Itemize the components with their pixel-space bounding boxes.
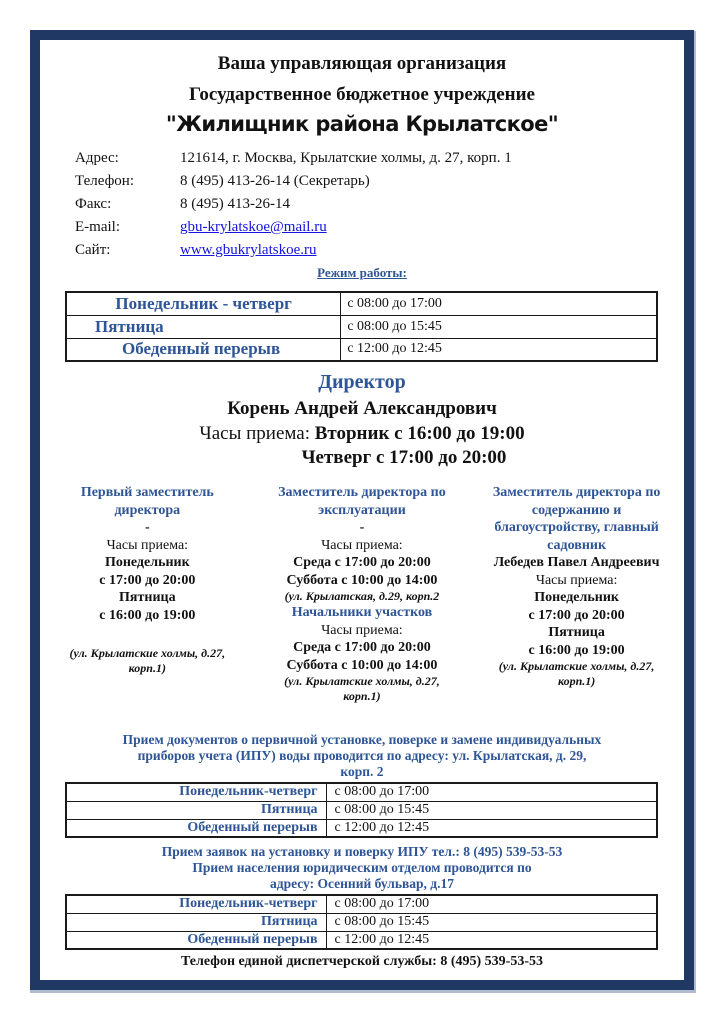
- director-hours-line1: [40, 423, 684, 445]
- director-heading: Директор: [318, 371, 406, 393]
- schedule-day: Понедельник-четверг: [66, 783, 326, 801]
- requests-notice-line3: адресу: Осенний бульвар, д.17: [269, 876, 454, 891]
- website-link[interactable]: www.gbukrylatskoe.ru: [180, 242, 317, 258]
- work-schedule-heading: Режим работы:: [317, 265, 407, 280]
- dash: -: [144, 520, 150, 535]
- schedule-day: Пятница: [66, 913, 326, 931]
- organization-name: "Жилищник района Крылатское": [165, 112, 559, 136]
- reception-day: Пятница: [119, 590, 176, 605]
- reception-time: с 17:00 до 20:00: [528, 607, 625, 623]
- reception-address: (ул. Крылатские холмы, д.27, корп.1): [498, 659, 655, 688]
- page-title-line2: Государственное бюджетное учреждение: [189, 84, 535, 105]
- table-row: [66, 913, 657, 931]
- table-row: [66, 338, 657, 361]
- table-row: [66, 801, 657, 819]
- contact-label: Телефон:: [75, 173, 134, 189]
- schedule-time: с 08:00 до 15:45: [326, 913, 657, 931]
- reception-day: Пятница: [548, 625, 605, 640]
- table-row: [66, 783, 657, 801]
- page-frame: [30, 30, 694, 990]
- table-row: [66, 819, 657, 837]
- ipu-schedule-table: [65, 782, 658, 838]
- reception-address: (ул. Крылатская, д.29, корп.2: [284, 589, 440, 603]
- reception-time: Суббота с 10:00 до 14:00: [286, 572, 438, 588]
- section-managers-heading: Начальники участков: [291, 605, 433, 620]
- contact-row-phone: [75, 170, 684, 193]
- schedule-day: Обеденный перерыв: [66, 819, 326, 837]
- schedule-day: Обеденный перерыв: [66, 338, 341, 361]
- schedule-time: с 08:00 до 17:00: [341, 292, 657, 315]
- schedule-time: с 08:00 до 17:00: [326, 783, 657, 801]
- director-name: Корень Андрей Александрович: [227, 398, 497, 419]
- schedule-day: Обеденный перерыв: [66, 931, 326, 949]
- hours-label: Часы приема:: [106, 537, 189, 553]
- schedule-day: Понедельник - четверг: [66, 292, 341, 315]
- requests-notice-line2: Прием населения юридическим отделом проводится по: [192, 860, 532, 875]
- deputy-operations-column: [255, 484, 470, 704]
- hours-label: Часы приема:: [321, 622, 403, 638]
- contact-label: Факс:: [75, 196, 112, 212]
- ipu-notice-line2: приборов учета (ИПУ) воды проводится по адресу: ул. Крылатская, д. 29,: [137, 748, 587, 763]
- schedule-time: с 08:00 до 17:00: [326, 895, 657, 913]
- ipu-notice-line3: корп. 2: [340, 764, 384, 779]
- hours-label: Часы приема:: [321, 537, 403, 553]
- table-row: [66, 931, 657, 949]
- schedule-time: с 12:00 до 12:45: [341, 338, 657, 361]
- schedule-time: с 08:00 до 15:45: [326, 801, 657, 819]
- reception-time: с 17:00 до 20:00: [99, 572, 196, 588]
- dash: -: [359, 520, 365, 535]
- hours-value: Вторник с 16:00 до 19:00: [314, 423, 525, 444]
- schedule-time: с 12:00 до 12:45: [326, 819, 657, 837]
- contact-label: Сайт:: [75, 242, 111, 258]
- work-schedule-table: [65, 291, 658, 362]
- table-row: [66, 292, 657, 315]
- page-title-line1: Ваша управляющая организация: [217, 53, 507, 74]
- contact-value: 8 (495) 413-26-14 (Секретарь): [180, 173, 370, 189]
- deputies-columns: [40, 484, 684, 704]
- contact-row-email: [75, 216, 684, 239]
- director-hours-line2: Четверг с 17:00 до 20:00: [301, 447, 507, 468]
- reception-time: с 16:00 до 19:00: [99, 607, 196, 623]
- email-link[interactable]: gbu-krylatskoe@mail.ru: [180, 219, 327, 235]
- reception-address: (ул. Крылатские холмы, д.27, корп.1): [284, 674, 440, 703]
- schedule-time: с 08:00 до 15:45: [341, 315, 657, 338]
- reception-time: Среда с 17:00 до 20:00: [293, 640, 431, 655]
- requests-notice-line1: Прием заявок на установку и поверку ИПУ тел.: 8 (495) 539-53-53: [161, 844, 563, 859]
- schedule-day: Пятница: [66, 315, 341, 338]
- legal-schedule-table: [65, 894, 658, 950]
- contact-row-address: [75, 147, 684, 170]
- deputy-title: Первый заместитель директора: [80, 485, 214, 518]
- contact-value: 121614, г. Москва, Крылатские холмы, д. 27, корп. 1: [180, 150, 512, 166]
- reception-time: Среда с 17:00 до 20:00: [293, 555, 431, 570]
- deputy-title: Заместитель директора по содержанию и благоустройству, главный садовник: [492, 485, 661, 553]
- contact-label: E-mail:: [75, 219, 120, 235]
- contact-row-fax: [75, 193, 684, 216]
- reception-time: с 16:00 до 19:00: [528, 642, 625, 658]
- dispatch-phone: Телефон единой диспетчерской службы: 8 (495) 539-53-53: [181, 954, 543, 969]
- deputy-title: Заместитель директора по эксплуатации: [278, 485, 446, 518]
- reception-day: Понедельник: [104, 555, 190, 570]
- reception-day: Понедельник: [534, 590, 619, 605]
- deputy-first-column: [40, 484, 255, 704]
- table-row: [66, 895, 657, 913]
- deputy-name: Лебедев Павел Андреевич: [493, 555, 660, 570]
- contact-label: Адрес:: [75, 150, 119, 166]
- schedule-time: с 12:00 до 12:45: [326, 931, 657, 949]
- reception-time: Суббота с 10:00 до 14:00: [286, 657, 438, 673]
- schedule-day: Пятница: [66, 801, 326, 819]
- deputy-maintenance-column: [469, 484, 684, 704]
- contact-value: 8 (495) 413-26-14: [180, 196, 290, 212]
- hours-label: Часы приема:: [199, 423, 310, 444]
- schedule-day: Понедельник-четверг: [66, 895, 326, 913]
- contact-row-site: [75, 239, 684, 262]
- reception-address: (ул. Крылатские холмы, д.27, корп.1): [69, 646, 226, 675]
- table-row: [66, 315, 657, 338]
- hours-label: Часы приема:: [535, 572, 618, 588]
- contact-block: [75, 147, 684, 262]
- ipu-notice-line1: Прием документов о первичной установке, поверке и замене индивидуальных: [122, 732, 602, 747]
